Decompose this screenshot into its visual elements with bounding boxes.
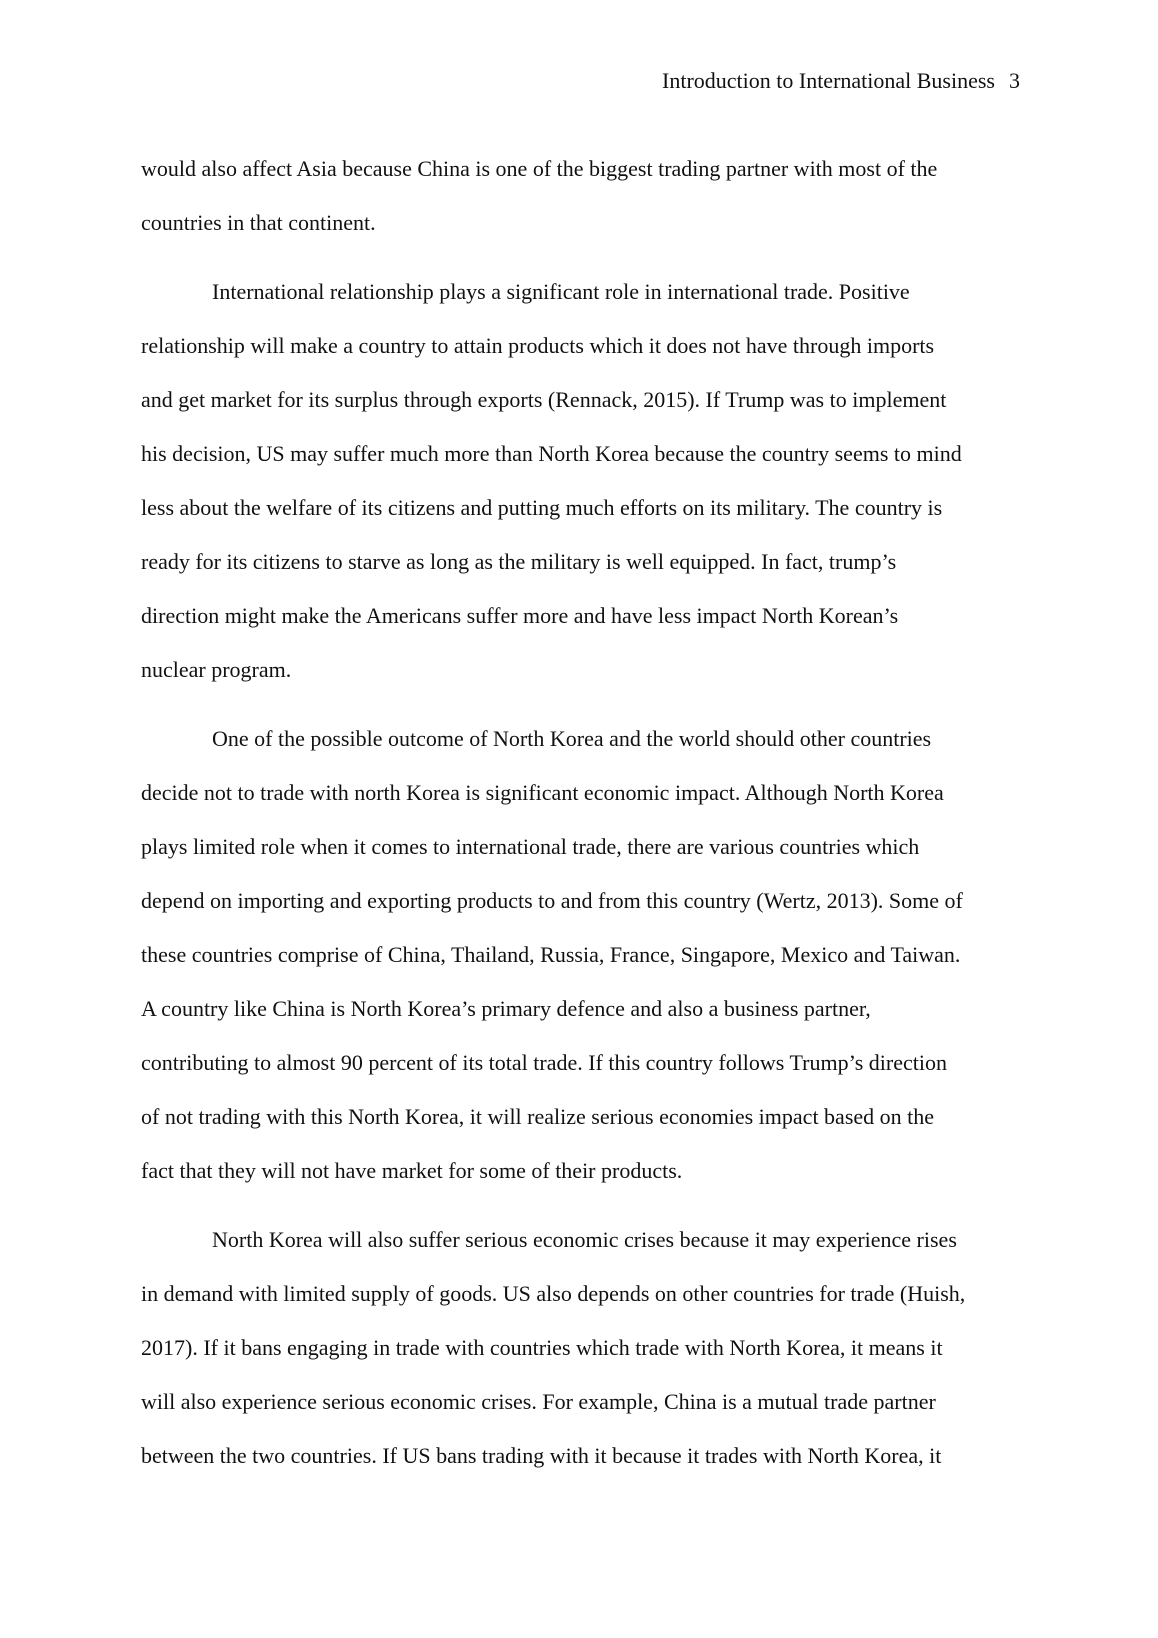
running-title: Introduction to International Business: [662, 68, 995, 93]
text-line: plays limited role when it comes to international trade, there are various countries which: [141, 834, 920, 859]
text-line: in demand with limited supply of goods. US also depends on other countries for trade (Huish,: [141, 1281, 966, 1306]
text-line: 2017). If it bans engaging in trade with countries which trade with North Korea, it means it: [141, 1335, 943, 1360]
paragraph-international-relationship: [141, 265, 1021, 697]
paragraph-economic-crises: [141, 1213, 1021, 1483]
paragraph-possible-outcome: [141, 712, 1021, 1198]
running-head: [662, 66, 1020, 96]
text-line: fact that they will not have market for some of their products.: [141, 1158, 683, 1183]
text-line: would also affect Asia because China is one of the biggest trading partner with most of the: [141, 156, 938, 181]
text-line: countries in that continent.: [141, 210, 376, 235]
text-line: A country like China is North Korea’s primary defence and also a business partner,: [141, 996, 871, 1021]
text-line: depend on importing and exporting products to and from this country (Wertz, 2013). Some of: [141, 888, 963, 913]
paragraph-continuation: [141, 142, 1021, 250]
text-line: and get market for its surplus through exports (Rennack, 2015). If Trump was to implement: [141, 387, 947, 412]
text-line: less about the welfare of its citizens and putting much efforts on its military. The country is: [141, 495, 943, 520]
text-line: between the two countries. If US bans trading with it because it trades with North Korea, it: [141, 1443, 942, 1468]
text-line: ready for its citizens to starve as long as the military is well equipped. In fact, trump’s: [141, 549, 897, 574]
text-line: his decision, US may suffer much more than North Korea because the country seems to mind: [141, 441, 962, 466]
body-text: [141, 142, 1021, 1498]
text-line: will also experience serious economic crises. For example, China is a mutual trade partner: [141, 1389, 936, 1414]
text-line: One of the possible outcome of North Korea and the world should other countries: [212, 726, 932, 751]
text-line: nuclear program.: [141, 657, 292, 682]
text-line: direction might make the Americans suffer more and have less impact North Korean’s: [141, 603, 899, 628]
page-number: 3: [1009, 68, 1020, 93]
text-line: of not trading with this North Korea, it will realize serious economies impact based on the: [141, 1104, 935, 1129]
text-line: North Korea will also suffer serious economic crises because it may experience rises: [212, 1227, 957, 1252]
text-line: contributing to almost 90 percent of its total trade. If this country follows Trump’s direction: [141, 1050, 947, 1075]
text-line: decide not to trade with north Korea is significant economic impact. Although North Korea: [141, 780, 944, 805]
text-line: these countries comprise of China, Thailand, Russia, France, Singapore, Mexico and Taiwan.: [141, 942, 961, 967]
text-line: relationship will make a country to attain products which it does not have through imports: [141, 333, 935, 358]
text-line: International relationship plays a significant role in international trade. Positive: [212, 279, 910, 304]
